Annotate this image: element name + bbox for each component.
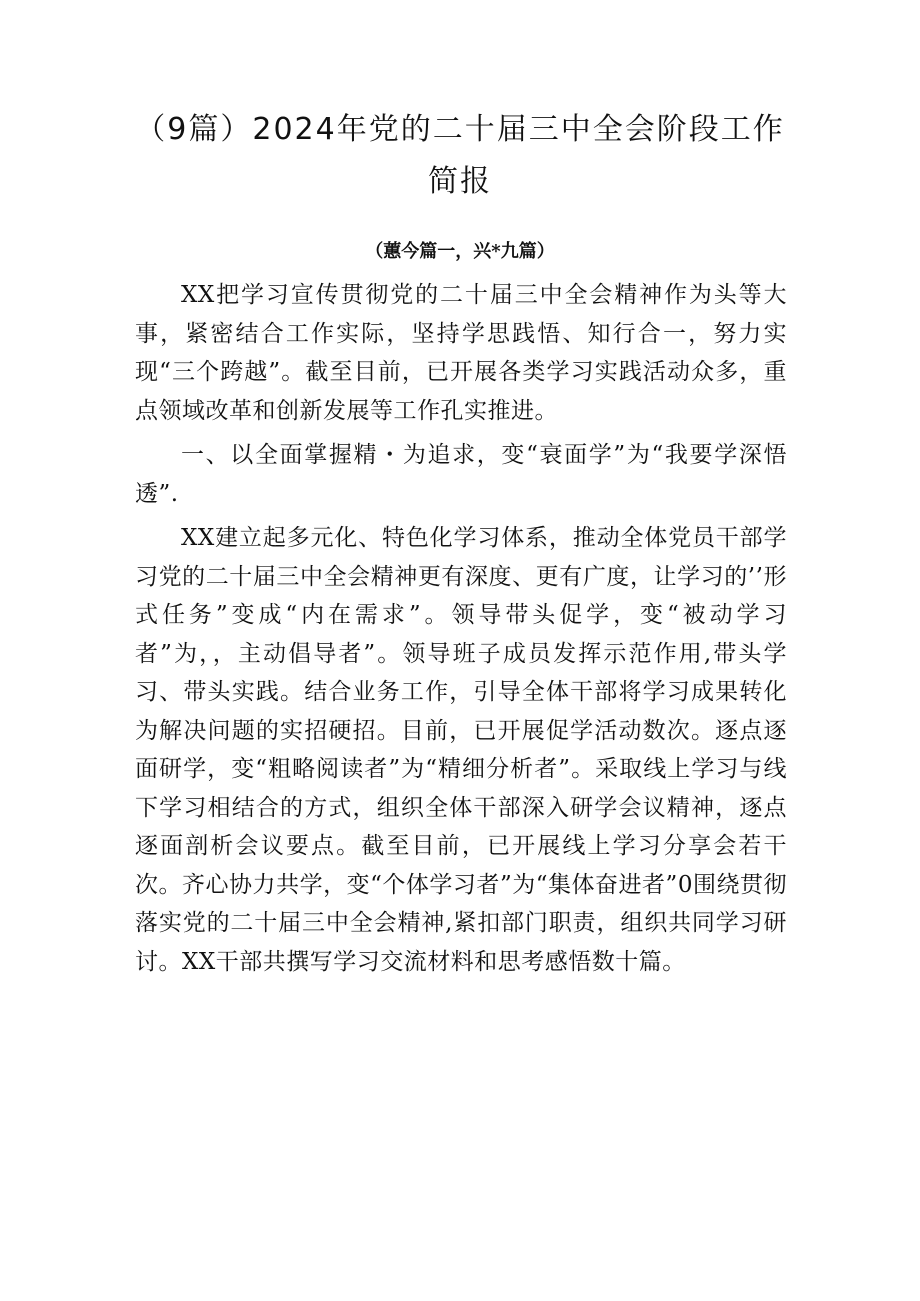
section-paragraph-1: XX建立起多元化、特色化学习体系，推动全体党员干部学习党的二十届三中全会精神更有深度、更有广度，让学习的’’形式任务”变成“内在需求”。领导带头促学，变“被动学习者”为，，主动倡导者”。领导班子成员发挥示范作用,带头学习、带头实践。结合业务工作，引导全体干部将学习成果转化为解决问题的实招硬招。目前，已开展促学活动数次。逐点逐面研学，变“粗略阅读者”为“精细分析者”。采取线上学习与线下学习相结合的方式，组织全体干部深入研学会议精神，逐点逐面剖析会议要点。截至目前，已开展线上学习分享会若干次。齐心协力共学，变“个体学习者”为“集体奋进者”0围绕贯彻落实党的二十届三中全会精神,紧扣部门职责，组织共同学习研讨。XX干部共撰写学习交流材料和思考感悟数十篇。 — [135, 525, 787, 975]
document-subtitle: （蕙今篇一，兴*九篇） — [365, 241, 555, 262]
document-body — [135, 276, 787, 987]
intro-paragraph: XX把学习宣传贯彻党的二十届三中全会精神作为头等大事，紧密结合工作实际，坚持学思践悟、知行合一，努力实现“三个跨越”。截至目前，已开展各类学习实践活动众多，重点领域改革和创新发展等工作孔实推进。 — [135, 282, 787, 424]
section-heading-1: 一、以全面掌握精・为追求，变“衰面学”为“我要学深悟透”. — [135, 442, 787, 507]
document-title: （9篇）2024年党的二十届三中全会阶段工作简报 — [135, 112, 785, 199]
